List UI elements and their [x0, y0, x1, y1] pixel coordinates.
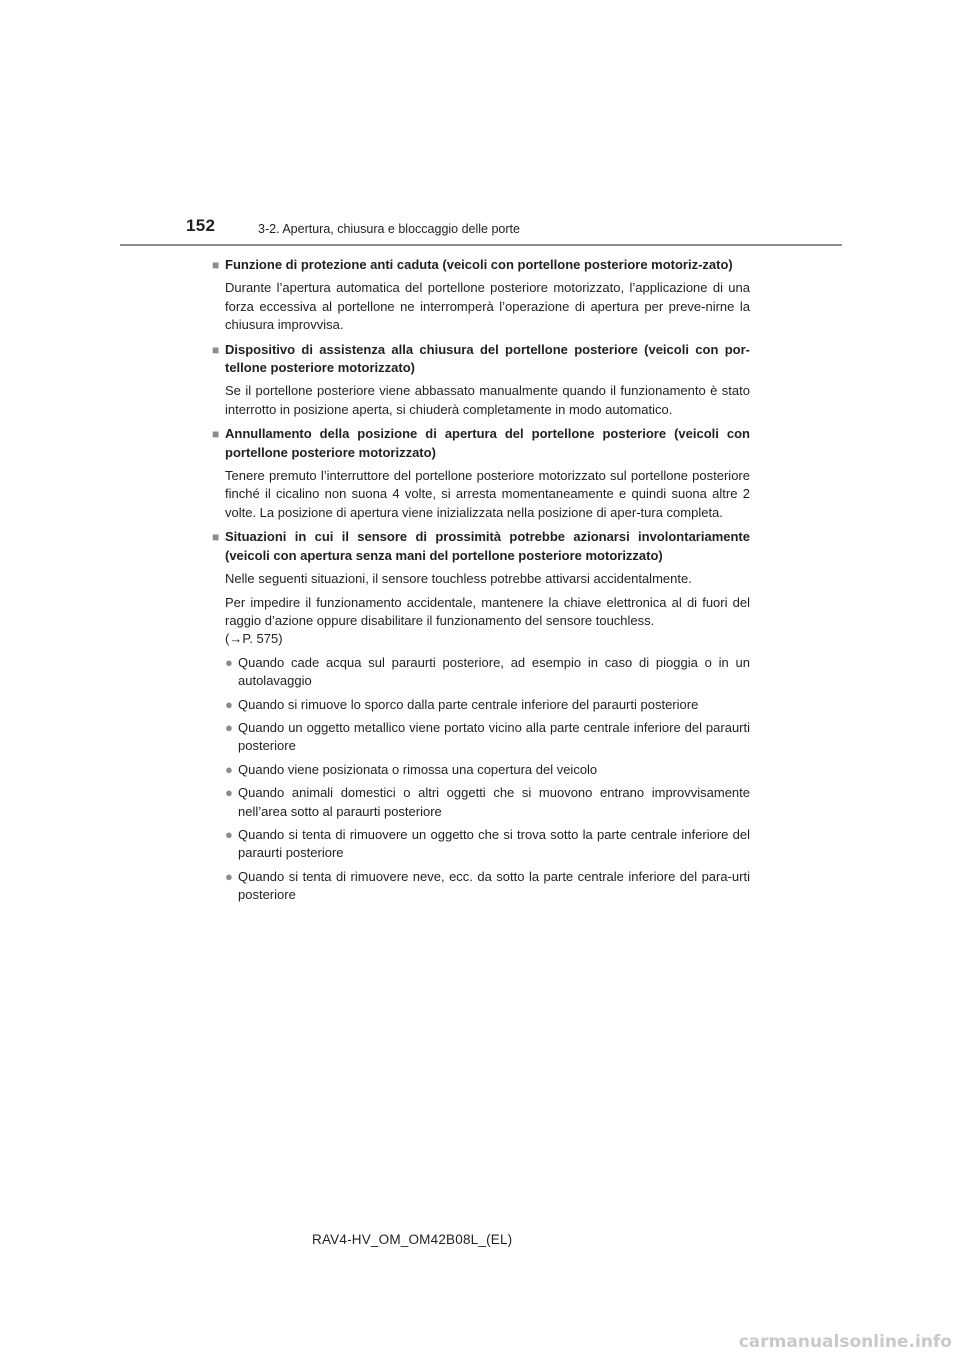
section-paragraph-text: Per impedire il funzionamento accidentale, mantenere la chiave elettronica al di fuori del raggio d’azione oppure disabilitare il funzionamento del sensore touchless. — [225, 594, 750, 628]
list-item-text: Quando si tenta di rimuovere un oggetto che si trova sotto la parte centrale inferiore del paraurti posteriore — [238, 826, 750, 861]
section-paragraph: Tenere premuto l’interruttore del portellone posteriore motorizzato sul portellone posteriore finché il cicalino non suona 4 volte, si arresta momentaneamente e quindi suona altre 2 volte. La posizione di apertura viene inizializzata nella posizione di aper-tura completa. — [225, 468, 750, 520]
page-number: 152 — [186, 216, 216, 235]
list-item — [225, 868, 750, 905]
section-open-position-reset — [212, 425, 750, 522]
list-item — [225, 696, 750, 714]
section-paragraph: Se il portellone posteriore viene abbassato manualmente quando il funzionamento è stato interrotto in posizione aperta, si chiuderà completamente in modo automatico. — [225, 383, 750, 417]
section-heading — [212, 528, 750, 565]
section-heading — [212, 341, 750, 378]
section-paragraph: Nelle seguenti situazioni, il sensore touchless potrebbe attivarsi accidentalmente. — [225, 571, 692, 587]
list-item — [225, 654, 750, 691]
round-bullet-icon: ● — [225, 761, 233, 777]
square-bullet-icon: ■ — [212, 427, 220, 442]
list-item — [225, 784, 750, 821]
header-rule — [120, 244, 842, 246]
section-heading — [212, 425, 750, 462]
section-fall-protection — [212, 256, 750, 335]
list-item-text: Quando cade acqua sul paraurti posteriore, ad esempio in caso di pioggia o in un autolavaggio — [238, 654, 750, 689]
section-heading-text: Dispositivo di assistenza alla chiusura del portellone posteriore (veicoli con por-tellone posteriore motorizzato) — [225, 341, 750, 376]
round-bullet-icon: ● — [225, 826, 233, 842]
section-paragraph — [225, 594, 750, 649]
list-item-text: Quando animali domestici o altri oggetti che si muovono entrano improvvisamente nell’area sotto al paraurti posteriore — [238, 785, 750, 819]
page-content — [212, 256, 750, 911]
section-closing-assist — [212, 341, 750, 420]
square-bullet-icon: ■ — [212, 342, 220, 357]
round-bullet-icon: ● — [225, 654, 233, 670]
list-item-text: Quando un oggetto metallico viene portato vicino alla parte centrale inferiore del paraurti posteriore — [238, 719, 750, 754]
square-bullet-icon: ■ — [212, 530, 220, 545]
round-bullet-icon: ● — [225, 719, 233, 735]
list-item-text: Quando si rimuove lo sporco dalla parte centrale inferiore del paraurti posteriore — [238, 696, 699, 712]
round-bullet-icon: ● — [225, 696, 233, 712]
list-item-text: Quando si tenta di rimuovere neve, ecc. da sotto la parte centrale inferiore del para-urti posteriore — [238, 868, 750, 903]
page-reference: (→P. 575) — [225, 631, 283, 647]
watermark: carmanualsonline.info — [738, 1332, 952, 1352]
section-heading — [212, 256, 750, 274]
section-heading-text: Situazioni in cui il sensore di prossimità potrebbe azionarsi involontariamente (veicoli con apertura senza mani del portellone posteriore motorizzato) — [225, 529, 750, 563]
section-proximity-sensor — [212, 528, 750, 904]
square-bullet-icon: ■ — [212, 258, 220, 272]
chapter-title: 3-2. Apertura, chiusura e bloccaggio delle porte — [258, 222, 520, 236]
round-bullet-icon: ● — [225, 785, 233, 801]
list-item — [225, 719, 750, 756]
section-paragraph: Durante l’apertura automatica del portellone posteriore motorizzato, l’applicazione di una forza eccessiva al portellone ne interromperà l’operazione di apertura per preve-nirne la chiusura improvvisa. — [225, 280, 750, 333]
section-heading-text: Funzione di protezione anti caduta (veicoli con portellone posteriore motoriz-zato) — [225, 257, 733, 272]
round-bullet-icon: ● — [225, 868, 233, 884]
bullet-list — [225, 654, 750, 905]
list-item-text: Quando viene posizionata o rimossa una copertura del veicolo — [238, 761, 598, 777]
list-item — [225, 826, 750, 863]
section-heading-text: Annullamento della posizione di apertura del portellone posteriore (veicoli con portellone posteriore motorizzato) — [225, 426, 750, 460]
document-code: RAV4-HV_OM_OM42B08L_(EL) — [312, 1232, 513, 1247]
list-item — [225, 761, 750, 779]
